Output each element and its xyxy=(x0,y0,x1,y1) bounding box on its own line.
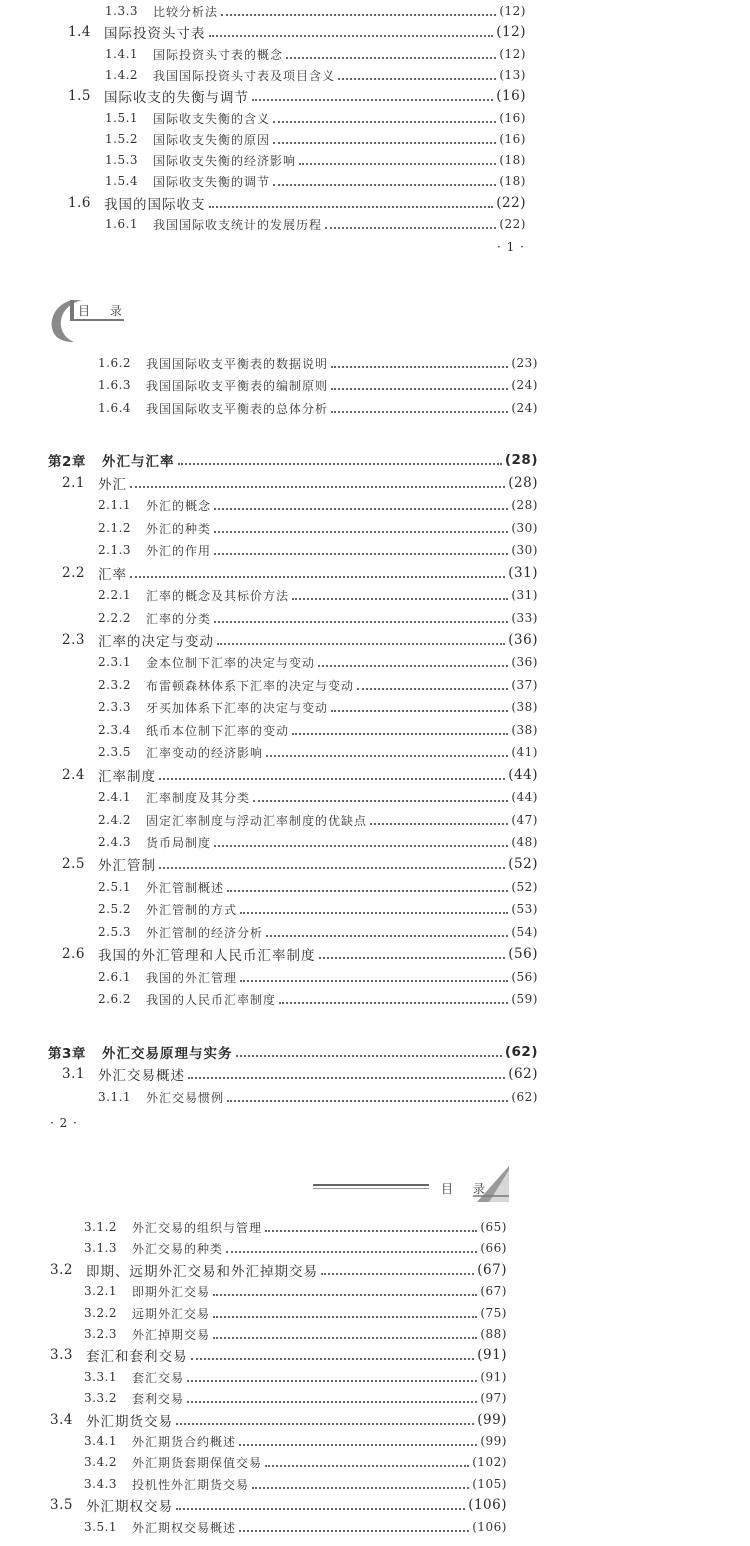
toc-entry xyxy=(98,494,538,516)
toc-number: 3.2.2 xyxy=(84,1306,118,1320)
toc-title: 我国的外汇管理 xyxy=(146,970,238,985)
toc-page-ref: (66) xyxy=(480,1241,507,1255)
leader-dots xyxy=(226,1250,477,1253)
toc-entry xyxy=(84,1323,507,1345)
leader-dots xyxy=(214,530,508,533)
toc-page-ref: (16) xyxy=(499,132,526,146)
leader-dots xyxy=(318,664,508,667)
toc-number: 3.2 xyxy=(50,1262,73,1278)
toc-title: 我国国际收支平衡表的数据说明 xyxy=(146,356,329,371)
toc-entry xyxy=(98,352,538,374)
toc-title: 套汇交易 xyxy=(132,1370,185,1385)
toc-page-ref: (13) xyxy=(499,68,526,82)
toc-title: 外汇 xyxy=(98,477,127,493)
toc-title: 布雷顿森林体系下汇率的决定与变动 xyxy=(146,678,355,693)
toc-number: 2.3.2 xyxy=(98,678,132,692)
toc-entry xyxy=(98,719,538,741)
leader-dots xyxy=(331,410,508,413)
toc-number: 2.6.1 xyxy=(98,970,132,984)
leader-dots xyxy=(319,956,506,959)
toc-entry xyxy=(98,397,538,419)
toc-entry xyxy=(105,149,526,171)
leader-dots xyxy=(299,162,496,165)
toc-title: 投机性外汇期货交易 xyxy=(132,1477,250,1492)
toc-title: 外汇期货合约概述 xyxy=(132,1434,237,1449)
header-label: 目 录 xyxy=(78,304,130,318)
toc-title: 牙买加体系下汇率的决定与变动 xyxy=(146,700,329,715)
toc-title: 国际投资头寸表 xyxy=(104,26,206,42)
toc-number: 2.5.1 xyxy=(98,880,132,894)
toc-number: 1.5.1 xyxy=(105,111,139,125)
leader-dots xyxy=(273,183,496,186)
toc-number: 1.5.3 xyxy=(105,153,139,167)
toc-number: 3.4.1 xyxy=(84,1434,118,1448)
toc-page-ref: (48) xyxy=(511,835,538,849)
toc-number: 3.1.1 xyxy=(98,1090,132,1104)
toc-number: 2.3.4 xyxy=(98,723,132,737)
toc-entry xyxy=(98,651,538,673)
toc-page-ref: (62) xyxy=(511,1090,538,1104)
toc-title: 外汇管制的方式 xyxy=(146,902,238,917)
toc-entry xyxy=(50,1409,507,1431)
toc-number: 第3章 xyxy=(48,1046,86,1062)
toc-number: 1.5.2 xyxy=(105,132,139,146)
toc-page-ref: (91) xyxy=(477,1347,507,1363)
toc-page-ref: (88) xyxy=(480,1327,507,1341)
toc-entry xyxy=(98,898,538,920)
toc-entry xyxy=(62,853,538,875)
toc-number: 第2章 xyxy=(48,454,86,470)
toc-title: 远期外汇交易 xyxy=(132,1306,211,1321)
toc-title: 国际收支失衡的调节 xyxy=(153,174,271,189)
toc-title: 外汇交易的组织与管理 xyxy=(132,1220,263,1235)
toc-title: 我国的外汇管理和人民币汇率制度 xyxy=(98,948,316,964)
leader-dots xyxy=(240,979,508,982)
leader-dots xyxy=(209,34,494,37)
toc-title: 我国国际收支平衡表的编制原则 xyxy=(146,378,329,393)
toc-number: 2.1.1 xyxy=(98,498,132,512)
toc-page-ref: (31) xyxy=(508,565,538,581)
toc-entry xyxy=(48,1041,538,1063)
toc-page-ref: (47) xyxy=(511,813,538,827)
toc-entry xyxy=(98,809,538,831)
leader-dots xyxy=(273,141,496,144)
toc-page-ref: (16) xyxy=(496,88,526,104)
toc-number: 1.6.2 xyxy=(98,356,132,370)
toc-number: 1.4.1 xyxy=(105,47,139,61)
toc-number: 3.3 xyxy=(50,1347,73,1363)
leader-dots xyxy=(213,1315,477,1318)
toc-page-ref: (52) xyxy=(511,880,538,894)
leader-dots xyxy=(227,1099,508,1102)
toc-page-ref: (38) xyxy=(511,700,538,714)
toc-entry xyxy=(62,1063,538,1085)
toc-number: 2.2.1 xyxy=(98,588,132,602)
leader-dots xyxy=(252,98,493,101)
toc-entry xyxy=(84,1302,507,1324)
toc-title: 汇率的决定与变动 xyxy=(98,634,214,650)
toc-entry xyxy=(48,449,538,471)
toc-title: 即期外汇交易 xyxy=(132,1284,211,1299)
toc-page-ref: (22) xyxy=(496,195,526,211)
toc-number: 3.5 xyxy=(50,1497,73,1513)
header-label: 目 录 xyxy=(441,1182,493,1196)
toc-page-ref: (18) xyxy=(499,174,526,188)
leader-dots xyxy=(292,732,508,735)
toc-number: 2.4 xyxy=(62,767,85,783)
toc-page-ref: (44) xyxy=(508,767,538,783)
toc-entry xyxy=(62,764,538,786)
toc-title: 国际收支失衡的含义 xyxy=(153,111,271,126)
toc-number: 3.2.3 xyxy=(84,1327,118,1341)
toc-title: 国际投资头寸表的概念 xyxy=(153,47,284,62)
toc-number: 2.3.3 xyxy=(98,700,132,714)
toc-entry xyxy=(105,128,526,150)
toc-title: 外汇的概念 xyxy=(146,498,212,513)
toc-title: 纸币本位制下汇率的变动 xyxy=(146,723,290,738)
toc-entry xyxy=(105,170,526,192)
leader-dots xyxy=(266,934,508,937)
toc-title: 套汇和套利交易 xyxy=(86,1349,188,1365)
leader-dots xyxy=(321,1272,474,1275)
toc-entry xyxy=(84,1516,507,1538)
toc-title: 外汇管制 xyxy=(98,858,156,874)
leader-dots xyxy=(239,1443,477,1446)
leader-dots xyxy=(214,844,508,847)
toc-entry xyxy=(68,21,526,43)
toc-number: 2.3.5 xyxy=(98,745,132,759)
toc-title: 我国的人民币汇率制度 xyxy=(146,992,277,1007)
toc-number: 2.5.2 xyxy=(98,902,132,916)
toc-title: 比较分析法 xyxy=(153,4,219,19)
toc-title: 汇率的概念及其标价方法 xyxy=(146,588,290,603)
toc-entry xyxy=(98,876,538,898)
toc-page-ref: (33) xyxy=(511,611,538,625)
leader-dots xyxy=(159,777,505,780)
toc-title: 我国国际收支平衡表的总体分析 xyxy=(146,401,329,416)
toc-page-ref: (53) xyxy=(511,902,538,916)
toc-page-ref: (41) xyxy=(511,745,538,759)
leader-dots xyxy=(273,120,496,123)
leader-dots xyxy=(217,642,505,645)
toc-page-ref: (24) xyxy=(511,401,538,415)
leader-dots xyxy=(279,1001,508,1004)
toc-number: 2.4.3 xyxy=(98,835,132,849)
toc-page-ref: (24) xyxy=(511,378,538,392)
leader-dots xyxy=(338,77,496,80)
toc-title: 外汇与汇率 xyxy=(102,454,175,470)
toc-page-ref: (37) xyxy=(511,678,538,692)
toc-page-ref: (12) xyxy=(499,4,526,18)
toc-entry xyxy=(50,1494,507,1516)
toc-title: 我国国际投资头寸表及项目含义 xyxy=(153,68,336,83)
toc-entry xyxy=(98,674,538,696)
toc-title: 外汇期权交易概述 xyxy=(132,1520,237,1535)
leader-dots xyxy=(266,754,508,757)
toc-entry xyxy=(98,374,538,396)
toc-number: 1.6.4 xyxy=(98,401,132,415)
leader-dots xyxy=(286,56,496,59)
toc-title: 外汇交易原理与实务 xyxy=(102,1046,233,1062)
toc-title: 外汇掉期交易 xyxy=(132,1327,211,1342)
toc-title: 外汇期货交易 xyxy=(86,1414,173,1430)
toc-number: 3.4.3 xyxy=(84,1477,118,1491)
leader-dots xyxy=(214,507,508,510)
toc-title: 外汇的作用 xyxy=(146,543,212,558)
toc-number: 1.5 xyxy=(68,88,91,104)
toc-page-ref: (65) xyxy=(480,1220,507,1234)
toc-entry xyxy=(105,213,526,235)
toc-title: 国际收支失衡的经济影响 xyxy=(153,153,297,168)
toc-entry xyxy=(105,43,526,65)
toc-entry xyxy=(50,1344,507,1366)
toc-title: 外汇的种类 xyxy=(146,521,212,536)
leader-dots xyxy=(213,1336,477,1339)
toc-page-ref: (16) xyxy=(499,111,526,125)
toc-number: 3.1 xyxy=(62,1066,85,1082)
toc-number: 2.2.2 xyxy=(98,611,132,625)
toc-page-ref: (18) xyxy=(499,153,526,167)
toc-page-ref: (67) xyxy=(480,1284,507,1298)
toc-title: 外汇交易惯例 xyxy=(146,1090,225,1105)
toc-number: 3.4.2 xyxy=(84,1455,118,1469)
toc-page-ref: (30) xyxy=(511,521,538,535)
leader-dots xyxy=(331,709,508,712)
toc-page-ref: (99) xyxy=(477,1412,507,1428)
toc-title: 汇率制度 xyxy=(98,769,156,785)
toc-number: 1.4 xyxy=(68,24,91,40)
toc-number: 2.5 xyxy=(62,856,85,872)
toc-number: 2.1.3 xyxy=(98,543,132,557)
toc-entry xyxy=(84,1366,507,1388)
leader-dots xyxy=(176,1507,465,1510)
toc-page-ref: (56) xyxy=(508,946,538,962)
toc-page-ref: (22) xyxy=(499,217,526,231)
toc-page-ref: (36) xyxy=(508,632,538,648)
toc-page-ref: (59) xyxy=(511,992,538,1006)
toc-entry xyxy=(98,517,538,539)
toc-entry xyxy=(84,1430,507,1452)
toc-entry xyxy=(98,921,538,943)
toc-number: 2.6.2 xyxy=(98,992,132,1006)
leader-dots xyxy=(370,822,508,825)
toc-number: 3.5.1 xyxy=(84,1520,118,1534)
toc-number: 2.2 xyxy=(62,565,85,581)
toc-title: 我国国际收支统计的发展历程 xyxy=(153,217,323,232)
toc-page-ref: (62) xyxy=(504,1044,538,1060)
toc-title: 金本位制下汇率的决定与变动 xyxy=(146,655,316,670)
leader-dots xyxy=(292,597,508,600)
toc-number: 2.3 xyxy=(62,632,85,648)
leader-dots xyxy=(331,387,508,390)
toc-number: 1.3.3 xyxy=(105,4,139,18)
toc-page-ref: (102) xyxy=(472,1455,507,1469)
toc-title: 国际收支的失衡与调节 xyxy=(104,90,249,106)
toc-page-ref: (106) xyxy=(472,1520,507,1534)
leader-dots xyxy=(214,620,508,623)
leader-dots xyxy=(209,205,494,208)
toc-entry xyxy=(68,85,526,107)
toc-entry xyxy=(105,0,526,22)
toc-title: 汇率的分类 xyxy=(146,611,212,626)
toc-page-ref: (52) xyxy=(508,856,538,872)
leader-dots xyxy=(188,1076,505,1079)
toc-entry xyxy=(62,562,538,584)
toc-entry xyxy=(98,539,538,561)
leader-dots xyxy=(265,1464,469,1467)
leader-dots xyxy=(130,575,505,578)
toc-entry xyxy=(62,943,538,965)
toc-entry xyxy=(84,1387,507,1409)
toc-page-ref: (28) xyxy=(504,452,538,468)
toc-title: 套利交易 xyxy=(132,1391,185,1406)
toc-page-ref: (44) xyxy=(511,790,538,804)
leader-dots xyxy=(159,866,505,869)
leader-dots xyxy=(227,889,508,892)
toc-title: 固定汇率制度与浮动汇率制度的优缺点 xyxy=(146,813,368,828)
toc-number: 1.6.3 xyxy=(98,378,132,392)
leader-dots xyxy=(331,365,508,368)
toc-number: 2.1.2 xyxy=(98,521,132,535)
leader-dots xyxy=(265,1229,477,1232)
toc-page-ref: (30) xyxy=(511,543,538,557)
leader-dots xyxy=(239,1529,469,1532)
toc-number: 2.6 xyxy=(62,946,85,962)
toc-entry xyxy=(84,1473,507,1495)
toc-entry xyxy=(98,988,538,1010)
toc-page-ref: (12) xyxy=(496,24,526,40)
toc-title: 外汇管制的经济分析 xyxy=(146,925,264,940)
toc-entry xyxy=(105,64,526,86)
toc-title: 外汇管制概述 xyxy=(146,880,225,895)
toc-page-ref: (67) xyxy=(477,1262,507,1278)
toc-entry xyxy=(50,1259,507,1281)
toc-title: 外汇交易概述 xyxy=(98,1068,185,1084)
toc-page-ref: (31) xyxy=(511,588,538,602)
toc-entry xyxy=(98,786,538,808)
leader-dots xyxy=(253,799,508,802)
toc-page-ref: (28) xyxy=(511,498,538,512)
toc-title: 我国的国际收支 xyxy=(104,197,206,213)
toc-number: 3.3.1 xyxy=(84,1370,118,1384)
toc-entry xyxy=(105,107,526,129)
toc-entry xyxy=(98,741,538,763)
toc-number: 1.6.1 xyxy=(105,217,139,231)
toc-number: 2.4.2 xyxy=(98,813,132,827)
page-number: · 1 · xyxy=(497,240,525,254)
leader-dots xyxy=(187,1379,477,1382)
leader-dots xyxy=(214,552,508,555)
toc-entry xyxy=(98,607,538,629)
toc-title: 国际收支失衡的原因 xyxy=(153,132,271,147)
toc-title: 汇率变动的经济影响 xyxy=(146,745,264,760)
toc-title: 汇率制度及其分类 xyxy=(146,790,251,805)
toc-entry xyxy=(84,1280,507,1302)
toc-number: 3.4 xyxy=(50,1412,73,1428)
toc-entry xyxy=(84,1216,507,1238)
toc-page-ref: (106) xyxy=(468,1497,507,1513)
toc-title: 汇率 xyxy=(98,567,127,583)
toc-page-ref: (62) xyxy=(508,1066,538,1082)
leader-dots xyxy=(221,13,496,16)
toc-number: 1.5.4 xyxy=(105,174,139,188)
leader-dots xyxy=(130,485,505,488)
leader-dots xyxy=(178,462,502,465)
toc-title: 外汇期货套期保值交易 xyxy=(132,1455,263,1470)
leader-dots xyxy=(252,1486,469,1489)
toc-entry xyxy=(84,1451,507,1473)
toc-number: 2.4.1 xyxy=(98,790,132,804)
toc-page-ref: (54) xyxy=(511,925,538,939)
leader-dots xyxy=(191,1357,475,1360)
toc-number: 3.1.2 xyxy=(84,1220,118,1234)
leader-dots xyxy=(236,1054,502,1057)
toc-entry xyxy=(84,1237,507,1259)
toc-title: 即期、远期外汇交易和外汇掉期交易 xyxy=(86,1264,318,1280)
toc-entry xyxy=(68,192,526,214)
toc-page-ref: (97) xyxy=(480,1391,507,1405)
toc-entry xyxy=(62,472,538,494)
toc-page-ref: (56) xyxy=(511,970,538,984)
leader-dots xyxy=(213,1293,477,1296)
toc-number: 2.1 xyxy=(62,475,85,491)
page-number: · 2 · xyxy=(50,1116,78,1130)
toc-title: 货币局制度 xyxy=(146,835,212,850)
leader-dots xyxy=(325,226,496,229)
toc-number: 1.6 xyxy=(68,195,91,211)
toc-page-ref: (23) xyxy=(511,356,538,370)
leader-dots xyxy=(187,1400,477,1403)
toc-page-ref: (36) xyxy=(511,655,538,669)
toc-number: 3.2.1 xyxy=(84,1284,118,1298)
toc-page-ref: (99) xyxy=(480,1434,507,1448)
toc-page-ref: (105) xyxy=(472,1477,507,1491)
toc-title: 外汇交易的种类 xyxy=(132,1241,224,1256)
toc-number: 3.3.2 xyxy=(84,1391,118,1405)
toc-entry xyxy=(98,696,538,718)
toc-page-ref: (75) xyxy=(480,1306,507,1320)
toc-page-ref: (12) xyxy=(499,47,526,61)
leader-dots xyxy=(240,911,508,914)
toc-page-ref: (38) xyxy=(511,723,538,737)
toc-title: 外汇期权交易 xyxy=(86,1499,173,1515)
toc-number: 2.3.1 xyxy=(98,655,132,669)
toc-entry xyxy=(98,966,538,988)
toc-entry xyxy=(62,629,538,651)
toc-entry xyxy=(98,584,538,606)
leader-dots xyxy=(176,1422,474,1425)
leader-dots xyxy=(357,687,508,690)
toc-number: 3.1.3 xyxy=(84,1241,118,1255)
toc-page-ref: (91) xyxy=(480,1370,507,1384)
toc-number: 1.4.2 xyxy=(105,68,139,82)
toc-entry xyxy=(98,831,538,853)
toc-page-ref: (28) xyxy=(508,475,538,491)
toc-number: 2.5.3 xyxy=(98,925,132,939)
toc-entry xyxy=(98,1086,538,1108)
